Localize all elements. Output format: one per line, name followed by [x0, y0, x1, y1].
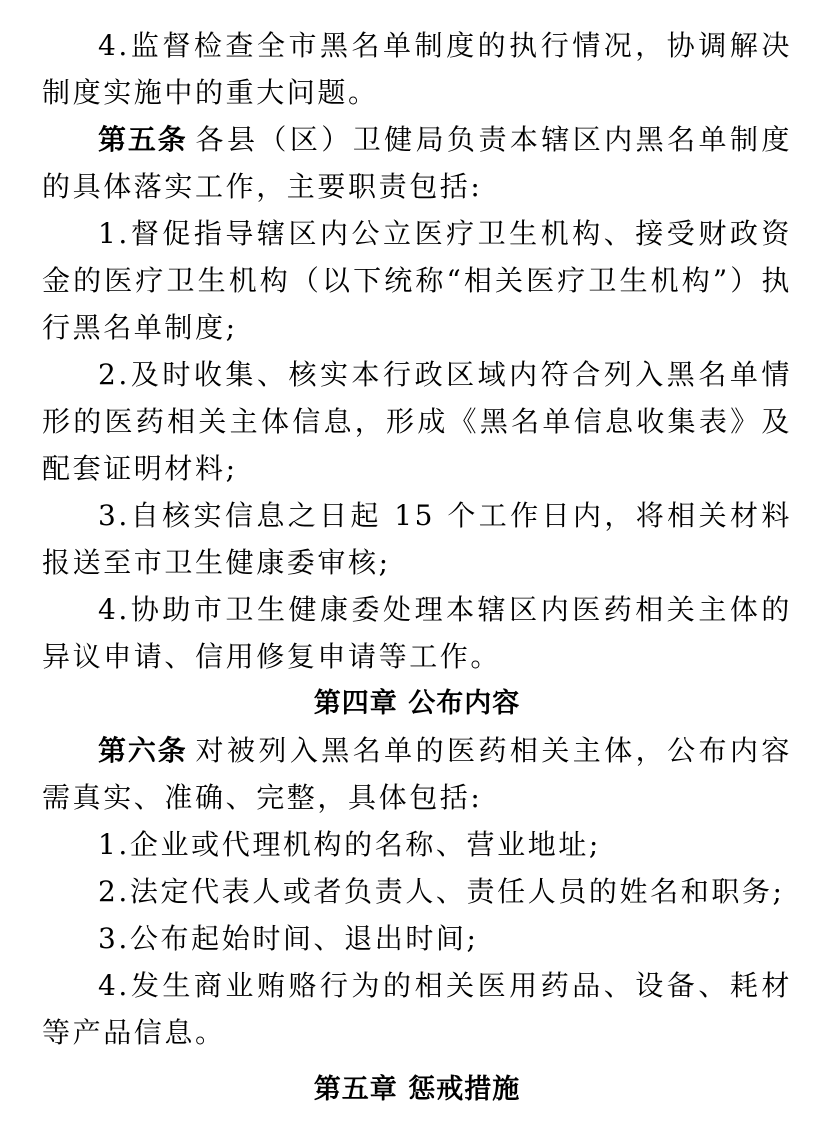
- document-page: [42, 22, 792, 1113]
- paragraph-art6-item2: 2.法定代表人或者负责人、责任人员的姓名和职务;: [98, 875, 785, 908]
- article-6-label: 第六条: [98, 734, 188, 767]
- paragraph-art6: [42, 727, 792, 821]
- article-6-text: 对被列入黑名单的医药相关主体，公布内容需真实、准确、完整，具体包括:: [42, 734, 792, 814]
- paragraph-art5-item2: 2.及时收集、核实本行政区域内符合列入黑名单情形的医药相关主体信息，形成《黑名单信息收集表》及配套证明材料;: [42, 358, 792, 485]
- paragraph-art6-item4: 4.发生商业贿赂行为的相关医用药品、设备、耗材等产品信息。: [42, 969, 792, 1049]
- paragraph-art5-item1: 1.督促指导辖区内公立医疗卫生机构、接受财政资金的医疗卫生机构（以下统称“相关医疗卫生机构”）执行黑名单制度;: [42, 217, 792, 344]
- paragraph-art5-item3: 3.自核实信息之日起 15 个工作日内，将相关材料报送至市卫生健康委审核;: [42, 499, 792, 579]
- paragraph-art4-item4: 4.监督检查全市黑名单制度的执行情况，协调解决制度实施中的重大问题。: [42, 29, 792, 109]
- paragraph-art5-item4: 4.协助市卫生健康委处理本辖区内医药相关主体的异议申请、信用修复申请等工作。: [42, 593, 792, 673]
- chapter-5-title: 第五章 惩戒措施: [313, 1074, 521, 1105]
- article-5-text: 各县（区）卫健局负责本辖区内黑名单制度的具体落实工作，主要职责包括:: [42, 123, 792, 203]
- paragraph-art6-item3: 3.公布起始时间、退出时间;: [98, 922, 479, 955]
- chapter-4-title: 第四章 公布内容: [313, 688, 521, 719]
- paragraph-art6-item1: 1.企业或代理机构的名称、营业地址;: [98, 828, 601, 861]
- article-5-label: 第五条: [98, 123, 188, 156]
- paragraph-art5: [42, 116, 792, 210]
